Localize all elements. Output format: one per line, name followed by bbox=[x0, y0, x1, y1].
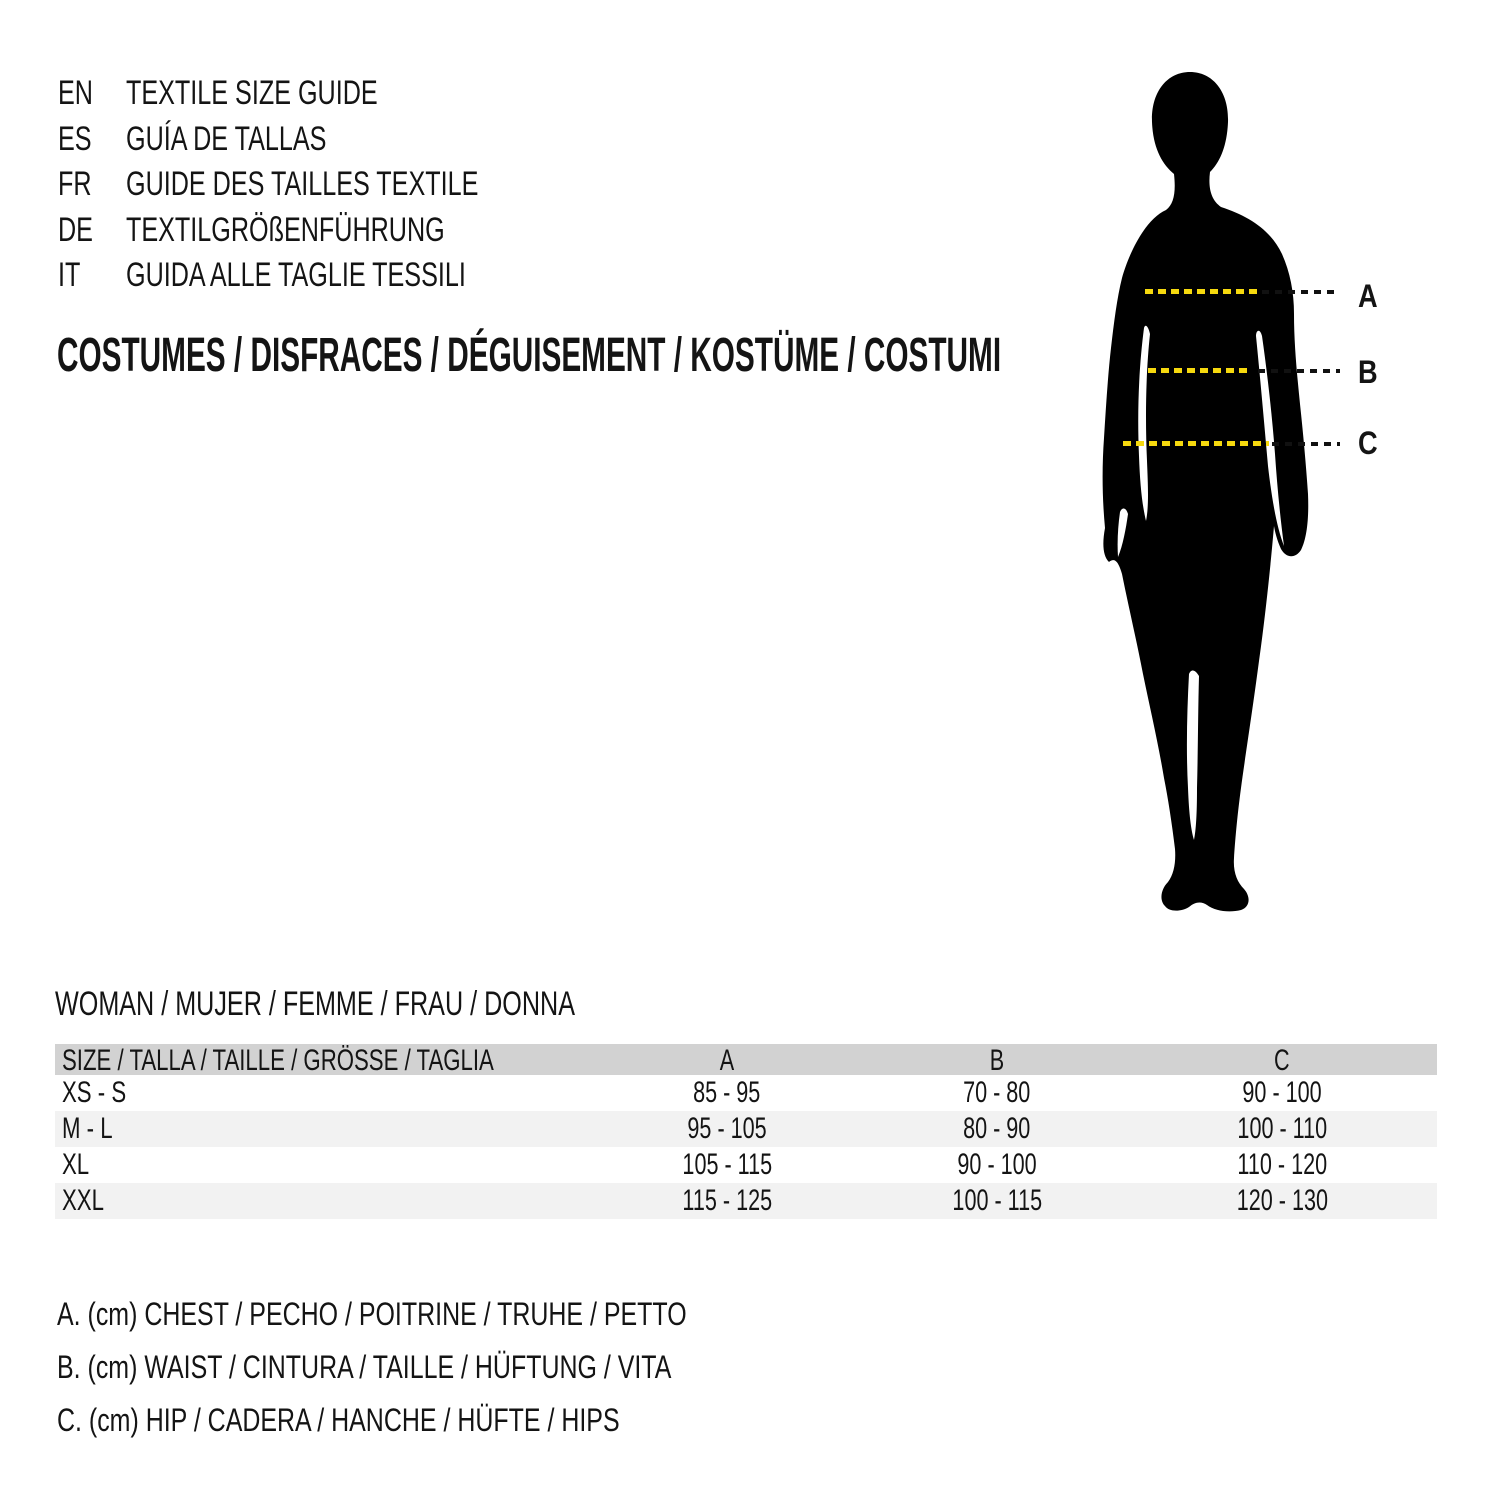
legend-chest: A. (cm) CHEST / PECHO / POITRINE / TRUHE / PETTO bbox=[57, 1296, 687, 1332]
value-b: 90 - 100 bbox=[957, 1148, 1037, 1181]
lang-code: EN bbox=[58, 74, 93, 112]
value-c: 90 - 100 bbox=[1242, 1076, 1322, 1109]
size-label: XXL bbox=[62, 1184, 104, 1217]
lang-code: FR bbox=[58, 165, 92, 203]
lang-code: IT bbox=[58, 256, 81, 294]
hip-measure-line bbox=[1123, 441, 1269, 446]
table-header-row bbox=[55, 1044, 1437, 1075]
value-b: 70 - 80 bbox=[963, 1076, 1031, 1109]
marker-c: C bbox=[1358, 425, 1378, 461]
value-a: 105 - 115 bbox=[682, 1148, 772, 1181]
legend-hip: C. (cm) HIP / CADERA / HANCHE / HÜFTE / HIPS bbox=[57, 1402, 620, 1438]
lang-row-it bbox=[58, 258, 602, 304]
lang-label: GUÍA DE TALLAS bbox=[126, 119, 327, 158]
lang-row-en bbox=[58, 76, 602, 122]
marker-b: B bbox=[1358, 354, 1378, 390]
measurement-legend bbox=[57, 1298, 864, 1457]
waist-extension-line bbox=[1258, 369, 1340, 373]
value-a: 115 - 125 bbox=[682, 1184, 772, 1217]
size-table bbox=[55, 1044, 1437, 1219]
value-b: 80 - 90 bbox=[963, 1112, 1031, 1145]
table-row-xxl bbox=[55, 1183, 1437, 1219]
table-row-xs-s bbox=[55, 1075, 1437, 1111]
table-title: WOMAN / MUJER / FEMME / FRAU / DONNA bbox=[55, 985, 575, 1023]
value-c: 110 - 120 bbox=[1237, 1148, 1327, 1181]
lang-label: GUIDE DES TAILLES TEXTILE bbox=[126, 165, 479, 203]
lang-label: GUIDA ALLE TAGLIE TESSILI bbox=[126, 256, 466, 294]
chest-extension-line bbox=[1262, 290, 1340, 294]
lang-code: ES bbox=[58, 119, 92, 158]
size-label: M - L bbox=[62, 1112, 113, 1145]
lang-row-fr bbox=[58, 167, 602, 213]
col-header-b: B bbox=[989, 1044, 1005, 1077]
marker-a: A bbox=[1358, 278, 1378, 314]
value-a: 95 - 105 bbox=[687, 1112, 767, 1145]
size-label: XL bbox=[62, 1148, 90, 1181]
lang-label: TEXTILE SIZE GUIDE bbox=[126, 74, 378, 112]
value-b: 100 - 115 bbox=[952, 1184, 1042, 1217]
value-c: 100 - 110 bbox=[1237, 1112, 1327, 1145]
chest-measure-line bbox=[1145, 289, 1257, 294]
size-label: XS - S bbox=[62, 1076, 127, 1109]
lang-row-de bbox=[58, 210, 602, 259]
value-a: 85 - 95 bbox=[693, 1076, 761, 1109]
size-header-label: SIZE / TALLA / TAILLE / GRÖSSE / TAGLIA bbox=[62, 1044, 494, 1077]
lang-label: TEXTILGRÖßENFÜHRUNG bbox=[126, 210, 445, 249]
table-row-m-l bbox=[55, 1111, 1437, 1147]
legend-waist: B. (cm) WAIST / CINTURA / TAILLE / HÜFTUNG / VITA bbox=[57, 1349, 672, 1385]
hip-extension-line bbox=[1272, 442, 1340, 446]
waist-measure-line bbox=[1148, 368, 1251, 373]
col-header-c: C bbox=[1274, 1044, 1290, 1077]
language-list bbox=[58, 76, 602, 304]
lang-code: DE bbox=[58, 210, 93, 249]
woman-silhouette bbox=[1098, 66, 1332, 926]
category-title: COSTUMES / DISFRACES / DÉGUISEMENT / KOSTÜME / COSTUMI bbox=[57, 329, 1002, 382]
lang-row-es bbox=[58, 119, 602, 168]
col-header-a: A bbox=[719, 1044, 735, 1077]
value-c: 120 - 130 bbox=[1236, 1184, 1328, 1217]
table-row-xl bbox=[55, 1147, 1437, 1183]
